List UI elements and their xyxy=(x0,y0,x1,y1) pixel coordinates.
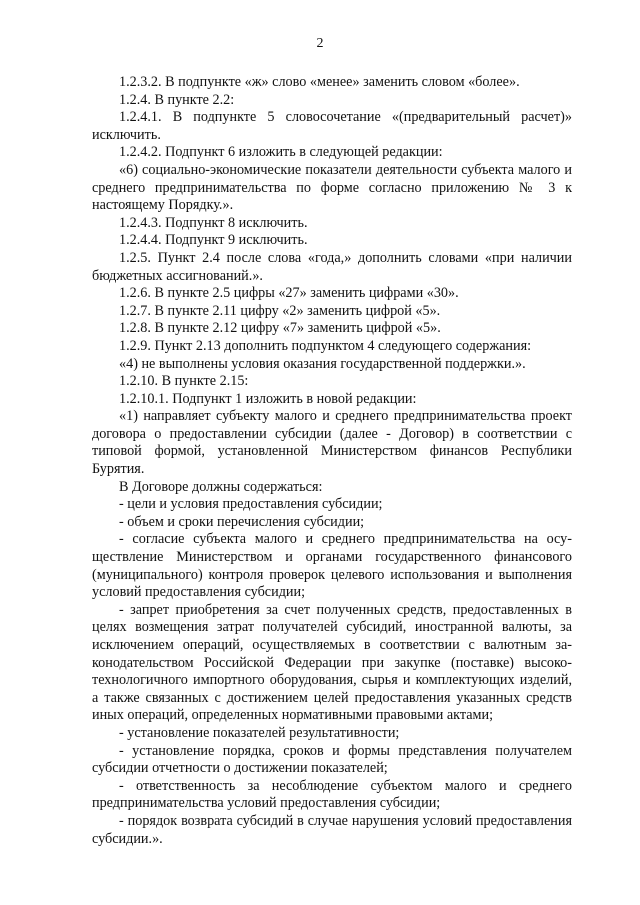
quote-subitem-6: «6) социально-экономические показатели деятельности субъекта малого и среднего предпринимательства по форме согласно приложению № 3 к настоящему Порядку.». xyxy=(92,161,572,214)
paragraph-1-2-4-3: 1.2.4.3. Подпункт 8 исключить. xyxy=(119,214,308,231)
paragraph-1-2-6: 1.2.6. В пункте 2.5 цифры «27» заменить цифрами «30». xyxy=(119,285,459,302)
list-item: - согласие субъекта малого и среднего предпринимательства на осуществление Министерством и органами государственного финансового (муниципального) контроля проверок целевого использования и выполнения условий предоставления субсидии; xyxy=(92,531,572,601)
contract-contents-intro: В Договоре должны содержаться: xyxy=(119,478,323,495)
document-body xyxy=(92,74,572,848)
paragraph-1-2-4-2: 1.2.4.2. Подпункт 6 изложить в следующей редакции: xyxy=(119,144,443,161)
paragraph-1-2-7: 1.2.7. В пункте 2.11 цифру «2» заменить цифрой «5». xyxy=(119,302,441,319)
paragraph-1-2-10: 1.2.10. В пункте 2.15: xyxy=(119,373,249,390)
list-item: - объем и сроки перечисления субсидии; xyxy=(119,513,365,530)
list-item: - установление порядка, сроков и формы представления получателем субсидии отчетности о достижении показателей; xyxy=(92,742,572,777)
paragraph-1-2-3-2: 1.2.3.2. В подпункте «ж» слово «менее» заменить словом «более». xyxy=(119,74,520,90)
paragraph-1-2-8: 1.2.8. В пункте 2.12 цифру «7» заменить цифрой «5». xyxy=(119,320,441,337)
paragraph-1-2-9: 1.2.9. Пункт 2.13 дополнить подпунктом 4 следующего содержания: xyxy=(119,337,532,354)
paragraph-1-2-10-1: 1.2.10.1. Подпункт 1 изложить в новой редакции: xyxy=(119,390,417,407)
list-item: - ответственность за несоблюдение субъектом малого и среднего предпринимательства условий предоставления субсидии; xyxy=(92,777,572,812)
quote-subitem-4: «4) не выполнены условия оказания государственной поддержки.». xyxy=(119,355,526,372)
list-item: - порядок возврата субсидий в случае нарушения условий предоставления субсидии.». xyxy=(92,812,572,847)
paragraph-1-2-5: 1.2.5. Пункт 2.4 после слова «года,» дополнить словами «при наличии бюджетных ассигнований.». xyxy=(92,249,572,284)
list-item: - запрет приобретения за счет полученных средств, предоставленных в целях возмещения затрат получателей субсидий, иностранной валюты, за исключением операций, осуществляемых в соответствии с валютным законодательством Российской Федерации при закупке (поставке) высокотехнологичного импортного оборудования, сырья и комплектующих изделий, а также связанных с достижением целей предоставления указанных средств иных операций, определенных нормативными правовыми актами; xyxy=(92,601,572,724)
paragraph-1-2-4-1: 1.2.4.1. В подпункте 5 словосочетание «(предварительный расчет)» исключить. xyxy=(92,109,572,143)
quote-subitem-1: «1) направляет субъекту малого и среднего предпринимательства проект договора о предоставлении субсидии (далее - Договор) в соответствии с типовой формой, установленной Министерством финансов Республики Бурятия. xyxy=(92,408,572,478)
page-number: 2 xyxy=(316,36,324,51)
paragraph-1-2-4-4: 1.2.4.4. Подпункт 9 исключить. xyxy=(119,232,308,249)
list-item: - цели и условия предоставления субсидии; xyxy=(119,496,383,513)
list-item: - установление показателей результативности; xyxy=(119,724,400,741)
paragraph-1-2-4: 1.2.4. В пункте 2.2: xyxy=(119,91,235,108)
